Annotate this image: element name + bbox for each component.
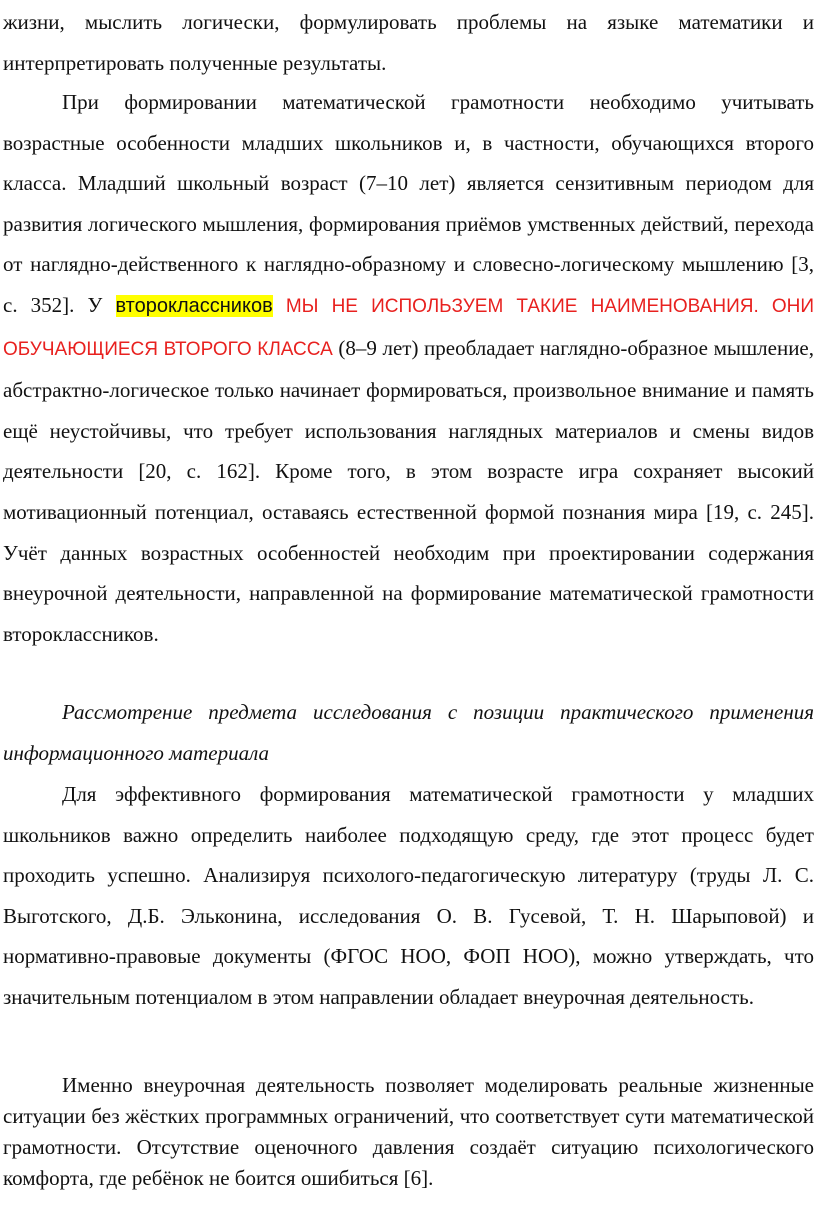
paragraph-3-text: Для эффективного формирования математической грамотности у младших школьников важно определить наиболее подходящую среду, где этот процесс будет проходить успешно. Анализируя психолого-педагогическую литературу (труды Л. С. Выготского, Д.Б. Эльконина, исследования О. В. Гусевой, Т. Н. Шарыповой) и нормативно-правовые документы (ФГОС НОО, ФОП НОО), можно утверждать, что значительным потенциалом в этом направлении обладает внеурочная деятельность. [3, 782, 814, 1009]
paragraph-age-features [3, 82, 814, 654]
section-heading [3, 692, 814, 773]
paragraph-4-text: Именно внеурочная деятельность позволяет моделировать реальные жизненные ситуации без жёстких программных ограничений, что соответствует сути математической грамотности. Отсутствие оценочного давления создаёт ситуацию психологического комфорта, где ребёнок не боится ошибиться [6]. [3, 1073, 814, 1190]
paragraph-environment [3, 774, 814, 1018]
paragraph-continuation [3, 2, 814, 83]
editor-correction-note: МЫ НЕ ИСПОЛЬЗУЕМ ТАКИЕ НАИМЕНОВАНИЯ. ОНИ ОБУЧАЮЩИЕСЯ ВТОРОГО КЛАССА [3, 295, 815, 360]
highlighted-word: второклассников [115, 294, 273, 317]
paragraph-2-text-after: (8–9 лет) преобладает наглядно-образное мышление, абстрактно-логическое только начинает формироваться, произвольное внимание и память ещё неустойчивы, что требует использования наглядных материалов и смены видов деятельности [20, с. 162]. Кроме того, в этом возрасте игра сохраняет высокий мотивационный потенциал, оставаясь естественной формой познания мира [19, с. 245]. Учёт данных возрастных особенностей необходим при проектировании содержания внеурочной деятельности, направленной на формирование математической грамотности второклассников. [3, 335, 815, 646]
section-heading-text: Рассмотрение предмета исследования с позиции практического применения информационного материала [3, 700, 814, 765]
paragraph-2-text-before: При формировании математической грамотности необходимо учитывать возрастные особенности младших школьников и, в частности, обучающихся второго класса. Младший школьный возраст (7–10 лет) является сензитивным периодом для развития логического мышления, формирования приёмов умственных действий, перехода от наглядно-действенного к наглядно-образному и словесно-логическому мышлению [3, с. 352]. У [3, 90, 814, 317]
paragraph-extracurricular [3, 1070, 814, 1194]
paragraph-1-text: жизни, мыслить логически, формулировать проблемы на языке математики и интерпретировать полученные результаты. [3, 10, 814, 75]
